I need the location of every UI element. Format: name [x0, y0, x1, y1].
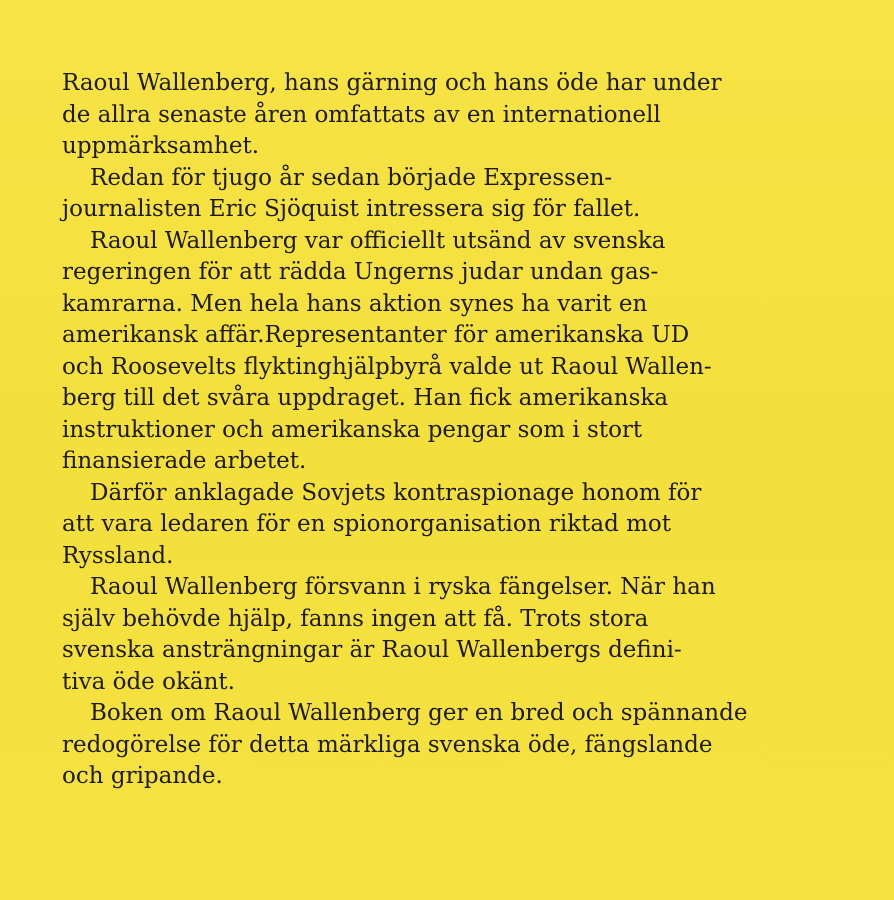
paragraph-summary: [62, 698, 842, 793]
text-line: redogörelse för detta märkliga svenska öde, fängslande: [62, 731, 713, 758]
paragraph-mission: [62, 226, 842, 478]
text-line: journalisten Eric Sjöquist intressera sig för fallet.: [62, 196, 641, 222]
text-line: uppmärksamhet.: [62, 133, 260, 159]
text-line: att vara ledaren för en spionorganisation riktad mot: [62, 511, 672, 537]
paragraph-author: [62, 163, 842, 226]
text-line: Raoul Wallenberg försvann i ryska fängelser. När han: [90, 574, 716, 600]
text-line: kamrarna. Men hela hans aktion synes ha varit en: [62, 290, 648, 317]
text-line: Boken om Raoul Wallenberg ger en bred och spännande: [90, 700, 748, 726]
text-line: amerikansk affär.Representanter för amerikanska UD: [62, 322, 690, 348]
text-line: och gripande.: [62, 763, 223, 789]
paragraph-accusation: [62, 478, 842, 573]
text-line: regeringen för att rädda Ungerns judar undan gas-: [62, 259, 659, 285]
text-line: finansierade arbetet.: [62, 448, 307, 474]
text-line: tiva öde okänt.: [62, 668, 235, 695]
text-line: själv behövde hjälp, fanns ingen att få. Trots stora: [62, 605, 649, 632]
text-line: Raoul Wallenberg, hans gärning och hans öde har under: [62, 70, 722, 96]
back-cover-blurb: [62, 68, 842, 793]
paragraph-intro: [62, 68, 842, 163]
text-line: berg till det svåra uppdraget. Han fick amerikanska: [62, 385, 669, 411]
text-line: de allra senaste åren omfattats av en internationell: [62, 101, 661, 128]
text-line: instruktioner och amerikanska pengar som i stort: [62, 416, 643, 443]
text-line: svenska ansträngningar är Raoul Wallenbergs defini-: [62, 637, 682, 663]
paragraph-fate: [62, 572, 842, 698]
text-line: Ryssland.: [62, 542, 174, 569]
text-line: Redan för tjugo år sedan började Expressen-: [90, 164, 613, 191]
text-line: Därför anklagade Sovjets kontraspionage honom för: [90, 479, 702, 506]
text-line: Raoul Wallenberg var officiellt utsänd av svenska: [90, 227, 666, 254]
text-line: och Roosevelts flyktinghjälpbyrå valde ut Raoul Wallen-: [62, 353, 712, 380]
